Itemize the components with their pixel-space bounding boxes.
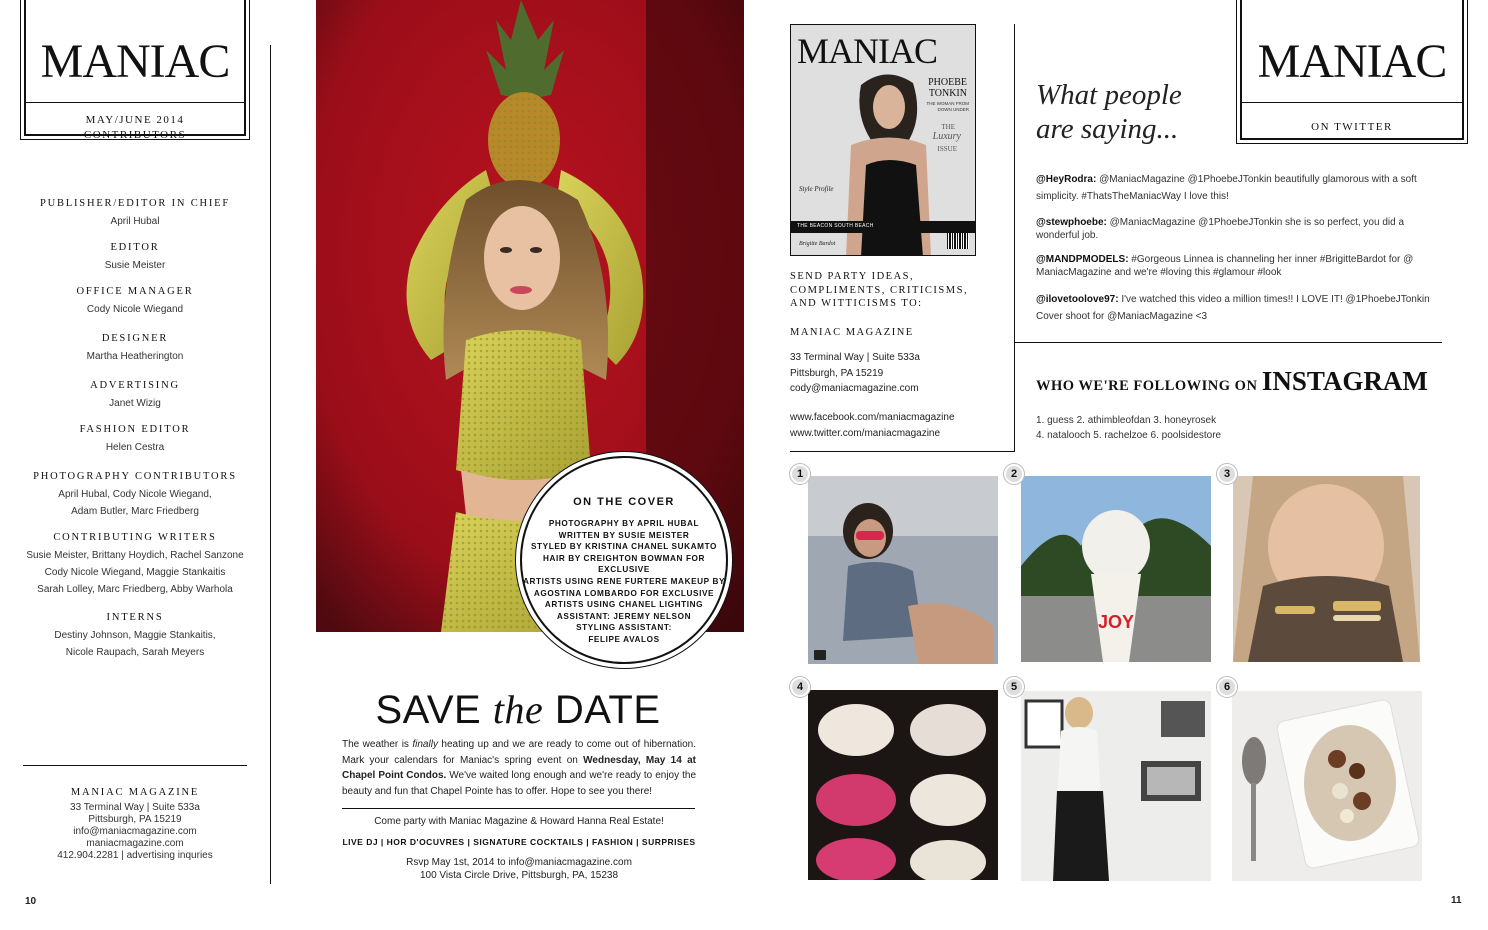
credit-line: ARTISTS USING CHANEL LIGHTING <box>544 600 704 610</box>
send-bottom-rule <box>790 451 1015 452</box>
cover-masthead: MANIAC <box>797 31 938 71</box>
instagram-photo-3[interactable] <box>1233 476 1420 662</box>
event-features: LIVE DJ | HOR D'OCUVRES | SIGNATURE COCKTAILS | FASHION | SURPRISES <box>342 837 696 847</box>
instagram-photo-5[interactable] <box>1021 691 1211 881</box>
masthead-divider <box>26 102 244 103</box>
tweet <box>1036 216 1442 242</box>
cover-luxury-the: THE <box>941 123 955 131</box>
magazine-cover-thumbnail <box>790 24 976 256</box>
cover-name-first: PHOEBE <box>928 77 967 88</box>
cover-luxury-issue: ISSUE <box>937 145 957 153</box>
photo-number-badge: 2 <box>1004 464 1024 484</box>
left-column-rule <box>270 45 271 884</box>
photo-number-badge: 1 <box>790 464 810 484</box>
credit-line: STYLED BY KRISTINA CHANEL SUKAMTO <box>531 542 717 552</box>
staff-role: PHOTOGRAPHY CONTRIBUTORS <box>33 471 237 482</box>
para-part: heating up and we are ready to come out of hibernation. Mark your calendars for Maniac's spring event on <box>342 739 696 766</box>
masthead-right <box>1240 0 1464 140</box>
photo-6-illustration <box>1232 691 1422 881</box>
photo-number-badge: 4 <box>790 677 810 697</box>
following-heading <box>1036 366 1456 397</box>
photo-2-illustration <box>1021 476 1211 662</box>
send-address-1: 33 Terminal Way | Suite 533a <box>790 352 920 363</box>
tweet-handle[interactable]: @MANDPMODELS: <box>1036 254 1129 265</box>
cover-name-last: TONKIN <box>928 88 967 99</box>
staff-name: Cody Nicole Wiegand <box>86 304 184 315</box>
facebook-link[interactable]: www.facebook.com/maniacmagazine <box>790 412 955 423</box>
contact-divider <box>23 765 247 766</box>
send-heading: SEND PARTY IDEAS, COMPLIMENTS, CRITICISMS, AND WITTICISMS TO: <box>790 271 969 309</box>
tweet-handle[interactable]: @HeyRodra: <box>1036 174 1097 185</box>
contact-line: 412.904.2281 | advertising inquries <box>57 850 213 861</box>
on-the-cover-title: ON THE COVER <box>573 496 675 508</box>
credit-line: PHOTOGRAPHY BY APRIL HUBAL <box>548 519 700 528</box>
twitter-bottom-rule <box>1014 342 1442 343</box>
instagram-photo-4[interactable] <box>808 690 998 880</box>
saying-heading-2: are saying... <box>1036 113 1179 145</box>
para-part: We've waited long enough and we're ready to enjoy the beauty and fun that Chapel Pointe has to offer. Hope to see you there! <box>342 770 697 797</box>
tweet-text: @ManiacMagazine @1PhoebeJTonkin beautifully glamorous with a soft simplicity. #ThatsTheManiacWay I love this! <box>1036 174 1417 202</box>
credit-line: WRITTEN BY SUSIE MEISTER <box>558 530 690 540</box>
credit-line: ASSISTANT: JEREMY NELSON <box>556 611 692 621</box>
tweet-text: #Gorgeous Linnea is channeling her inner #BrigitteBardot for @ ManiacMagazine and we're #loving this #glamour #look <box>1036 254 1414 278</box>
save-the-date-divider <box>342 808 695 809</box>
send-mag-name: MANIAC MAGAZINE <box>790 327 914 338</box>
masthead-right-title: MANIAC <box>1257 35 1447 88</box>
para-part: The weather is <box>342 739 413 750</box>
twitter-link[interactable]: www.twitter.com/maniacmagazine <box>790 428 941 439</box>
credit-line: FELIPE AVALOS <box>588 634 660 644</box>
page-number-left: 10 <box>25 896 37 907</box>
tweet-text: I've watched this video a million times!! I LOVE IT! @1PhoebeJTonkin Cover shoot for @ManiacMagazine <3 <box>1036 294 1430 322</box>
staff-entry <box>22 612 248 661</box>
staff-name: Adam Butler, Marc Friedberg <box>71 506 199 517</box>
save-the-date-paragraph <box>342 737 696 799</box>
staff-entry <box>22 471 248 520</box>
event-date: Wednesday, May 14 at Chapel Point Condos. <box>342 754 696 781</box>
staff-role: OFFICE MANAGER <box>76 286 194 297</box>
staff-name: Sarah Lolley, Marc Friedberg, Abby Warhola <box>37 584 233 595</box>
following-platform: INSTAGRAM <box>1261 366 1428 396</box>
staff-name: Susie Meister <box>104 260 166 271</box>
send-email[interactable]: cody@maniacmagazine.com <box>790 383 919 394</box>
save-the-date-title <box>340 686 696 733</box>
staff-role: DESIGNER <box>101 333 169 344</box>
cover-credits <box>522 518 726 646</box>
right-column-rule <box>1014 24 1015 452</box>
tweet-handle[interactable]: @ilovetoolove97: <box>1036 294 1119 305</box>
staff-entry <box>22 198 248 230</box>
contact-line: Pittsburgh, PA 15219 <box>88 814 182 825</box>
cover-signature: Brigitte Bardot <box>799 241 836 247</box>
masthead-right-divider <box>1242 102 1462 103</box>
staff-entry <box>22 286 248 318</box>
section-label: CONTRIBUTORS <box>83 129 187 141</box>
instagram-photo-2[interactable] <box>1021 476 1211 662</box>
cover-bottom-line: THE BEACON SOUTH BEACH <box>797 223 874 229</box>
photo-number-badge: 6 <box>1217 677 1237 697</box>
credit-line: AGOSTINA LOMBARDO FOR EXCLUSIVE <box>533 588 715 598</box>
issue-date: MAY/JUNE 2014 <box>85 114 185 126</box>
party-line: Come party with Maniac Magazine & Howard Hanna Real Estate! <box>374 816 664 827</box>
staff-entry <box>22 333 248 365</box>
staff-name: Destiny Johnson, Maggie Stankaitis, <box>54 630 216 641</box>
credit-line: STYLING ASSISTANT: <box>576 623 672 633</box>
photo-5-illustration <box>1021 691 1211 881</box>
send-address-2: Pittsburgh, PA 15219 <box>790 368 884 379</box>
staff-name: Cody Nicole Wiegand, Maggie Stankaitis <box>44 567 226 578</box>
staff-role: PUBLISHER/EDITOR IN CHIEF <box>39 198 231 209</box>
rsvp-line: Rsvp May 1st, 2014 to info@maniacmagazine.com <box>406 857 632 868</box>
masthead-right-sub: ON TWITTER <box>1311 121 1393 133</box>
photo-4-illustration <box>808 690 998 880</box>
contact-line: info@maniacmagazine.com <box>73 826 197 837</box>
date-word: DATE <box>554 688 661 732</box>
tweet <box>1036 172 1442 205</box>
staff-role: CONTRIBUTING WRITERS <box>53 532 217 543</box>
following-list-2: 4. natalooch 5. rachelzoe 6. poolsidestore <box>1036 430 1222 441</box>
tweet-text: @ManiacMagazine @1PhoebeJTonkin she is so perfect, you did a wonderful job. <box>1036 217 1405 241</box>
the-word: the <box>492 687 544 732</box>
photo-number-badge: 5 <box>1004 677 1024 697</box>
photo-3-illustration <box>1233 476 1420 662</box>
cover-luxury-word: Luxury <box>932 131 961 142</box>
cone-sign: JOY <box>1097 612 1135 632</box>
save-word: SAVE <box>375 688 482 732</box>
staff-name: Susie Meister, Brittany Hoydich, Rachel Sanzone <box>26 550 244 561</box>
para-emphasis: finally <box>412 739 438 750</box>
tweet <box>1036 253 1442 279</box>
credit-line: HAIR BY CREIGHTON BOWMAN FOR EXCLUSIVE <box>542 553 706 575</box>
cover-style-profile: Style Profile <box>799 185 834 193</box>
contact-line: 33 Terminal Way | Suite 533a <box>70 802 200 813</box>
staff-role: EDITOR <box>110 242 160 253</box>
staff-name: April Hubal, Cody Nicole Wiegand, <box>58 489 212 500</box>
instagram-photo-6[interactable] <box>1232 691 1422 881</box>
tweet <box>1036 292 1442 325</box>
credit-line: ARTISTS USING RENE FURTERE MAKEUP BY <box>522 576 726 586</box>
cover-tagline: THE WOMAN FROM DOWN UNDER <box>926 101 969 112</box>
following-prefix: WHO WE'RE FOLLOWING ON <box>1036 378 1258 394</box>
contact-name: MANIAC MAGAZINE <box>70 787 200 798</box>
staff-name: Martha Heatherington <box>86 351 184 362</box>
staff-name: Helen Cestra <box>105 442 165 453</box>
staff-role: FASHION EDITOR <box>79 424 191 435</box>
masthead-title: MANIAC <box>40 35 230 88</box>
cover-barcode <box>947 233 969 249</box>
staff-role: INTERNS <box>106 612 164 623</box>
staff-role: ADVERTISING <box>90 380 180 391</box>
staff-name: Nicole Raupach, Sarah Meyers <box>65 647 205 658</box>
staff-name: Janet Wizig <box>109 398 161 409</box>
page-number-right: 11 <box>1451 895 1462 906</box>
staff-list <box>22 198 248 661</box>
masthead-left <box>24 0 246 141</box>
staff-entry <box>22 242 248 274</box>
saying-heading-1: What people <box>1036 79 1182 111</box>
on-the-cover-badge <box>520 456 728 664</box>
staff-entry <box>22 532 248 598</box>
contact-line: maniacmagazine.com <box>86 838 184 849</box>
photo-1-illustration <box>808 476 998 664</box>
staff-entry <box>22 424 248 456</box>
photo-number-badge: 3 <box>1217 464 1237 484</box>
staff-name: April Hubal <box>110 216 160 227</box>
staff-entry <box>22 380 248 412</box>
event-address: 100 Vista Circle Drive, Pittsburgh, PA, 15238 <box>419 870 619 881</box>
left-contact <box>22 787 248 862</box>
instagram-photo-1[interactable] <box>808 476 998 664</box>
tweet-handle[interactable]: @stewphoebe: <box>1036 217 1107 228</box>
following-list-1: 1. guess 2. athimbleofdan 3. honeyrosek <box>1036 415 1217 426</box>
